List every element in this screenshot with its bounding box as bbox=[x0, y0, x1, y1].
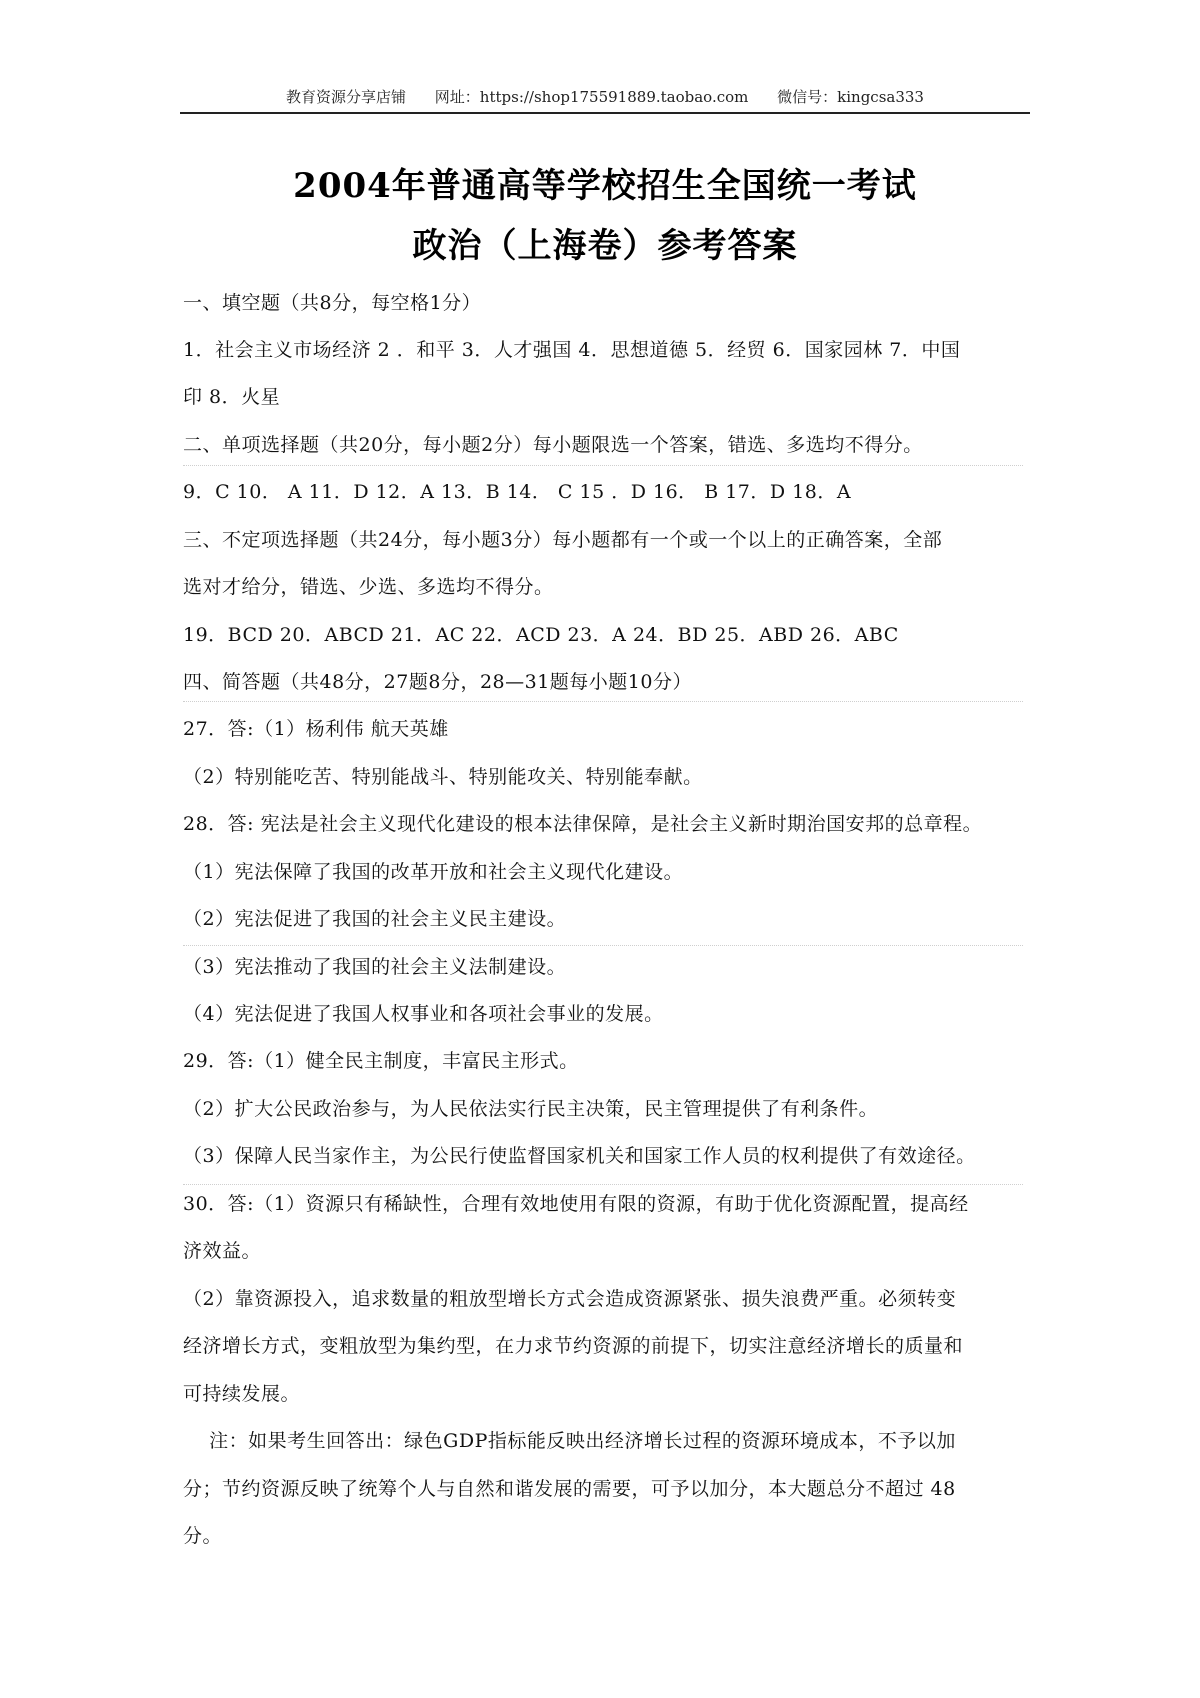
note-line: 分。 bbox=[183, 1525, 223, 1547]
section-1-heading: 一、填空题（共8分，每空格1分） bbox=[183, 292, 482, 314]
answer-line: 30．答:（1）资源只有稀缺性，合理有效地使用有限的资源，有助于优化资源配置，提高经 bbox=[183, 1193, 969, 1215]
note-line: 分；节约资源反映了统筹个人与自然和谐发展的需要，可予以加分，本大题总分不超过 48 bbox=[183, 1478, 956, 1500]
answer-line: 9．C 10． A 11．D 12．A 13．B 14． C 15 ．D 16． B 17．D 18．A bbox=[183, 481, 852, 503]
answer-line: （4）宪法促进了我国人权事业和各项社会事业的发展。 bbox=[183, 1003, 664, 1025]
shop-url: 网址：https://shop175591889.taobao.com bbox=[434, 88, 749, 106]
answer-line: 可持续发展。 bbox=[183, 1383, 301, 1405]
answer-line: 19．BCD 20．ABCD 21．AC 22．ACD 23．A 24．BD 25．ABD 26．ABC bbox=[183, 624, 899, 646]
dotted-divider bbox=[183, 465, 1023, 466]
answer-line: （2）靠资源投入，追求数量的粗放型增长方式会造成资源紧张、损失浪费严重。必须转变 bbox=[183, 1288, 957, 1310]
answer-line: （3）宪法推动了我国的社会主义法制建设。 bbox=[183, 956, 567, 978]
note-line: 注：如果考生回答出：绿色GDP指标能反映出经济增长过程的资源环境成本，不予以加 bbox=[183, 1430, 956, 1452]
answer-line: 经济增长方式，变粗放型为集约型，在力求节约资源的前提下，切实注意经济增长的质量和 bbox=[183, 1335, 964, 1357]
section-2-heading: 二、单项选择题（共20分，每小题2分）每小题限选一个答案，错选、多选均不得分。 bbox=[183, 434, 923, 456]
wechat-id: 微信号：kingcsa333 bbox=[777, 88, 924, 106]
section-3-heading: 三、不定项选择题（共24分，每小题3分）每小题都有一个或一个以上的正确答案，全部 bbox=[183, 529, 943, 551]
section-4-heading: 四、简答题（共48分，27题8分，28—31题每小题10分） bbox=[183, 671, 692, 693]
exam-title: 2004年普通高等学校招生全国统一考试 bbox=[293, 166, 917, 206]
answer-line: 1．社会主义市场经济 2 ．和平 3．人才强国 4．思想道德 5．经贸 6．国家园林 7．中国 bbox=[183, 339, 961, 361]
answer-line: 29．答:（1）健全民主制度，丰富民主形式。 bbox=[183, 1050, 579, 1072]
shop-name: 教育资源分享店铺 bbox=[286, 88, 407, 106]
dotted-divider bbox=[183, 945, 1023, 946]
answer-line: （2）宪法促进了我国的社会主义民主建设。 bbox=[183, 908, 567, 930]
answer-line: （3）保障人民当家作主，为公民行使监督国家机关和国家工作人员的权利提供了有效途径。 bbox=[183, 1145, 976, 1167]
answer-line: （2）特别能吃苦、特别能战斗、特别能攻关、特别能奉献。 bbox=[183, 766, 703, 788]
exam-subtitle: 政治（上海卷）参考答案 bbox=[412, 226, 798, 266]
answer-line: 印 8．火星 bbox=[183, 386, 281, 408]
answer-line: （1）宪法保障了我国的改革开放和社会主义现代化建设。 bbox=[183, 861, 684, 883]
answer-line: 28．答: 宪法是社会主义现代化建设的根本法律保障，是社会主义新时期治国安邦的总章程。 bbox=[183, 813, 983, 835]
dotted-divider bbox=[183, 1184, 1023, 1185]
answer-line: 27．答:（1）杨利伟 航天英雄 bbox=[183, 718, 449, 740]
answer-line: 济效益。 bbox=[183, 1240, 262, 1262]
answer-line: 选对才给分，错选、少选、多选均不得分。 bbox=[183, 576, 554, 598]
dotted-divider bbox=[183, 701, 1023, 702]
page-header bbox=[180, 82, 1030, 114]
answer-line: （2）扩大公民政治参与，为人民依法实行民主决策，民主管理提供了有利条件。 bbox=[183, 1098, 879, 1120]
